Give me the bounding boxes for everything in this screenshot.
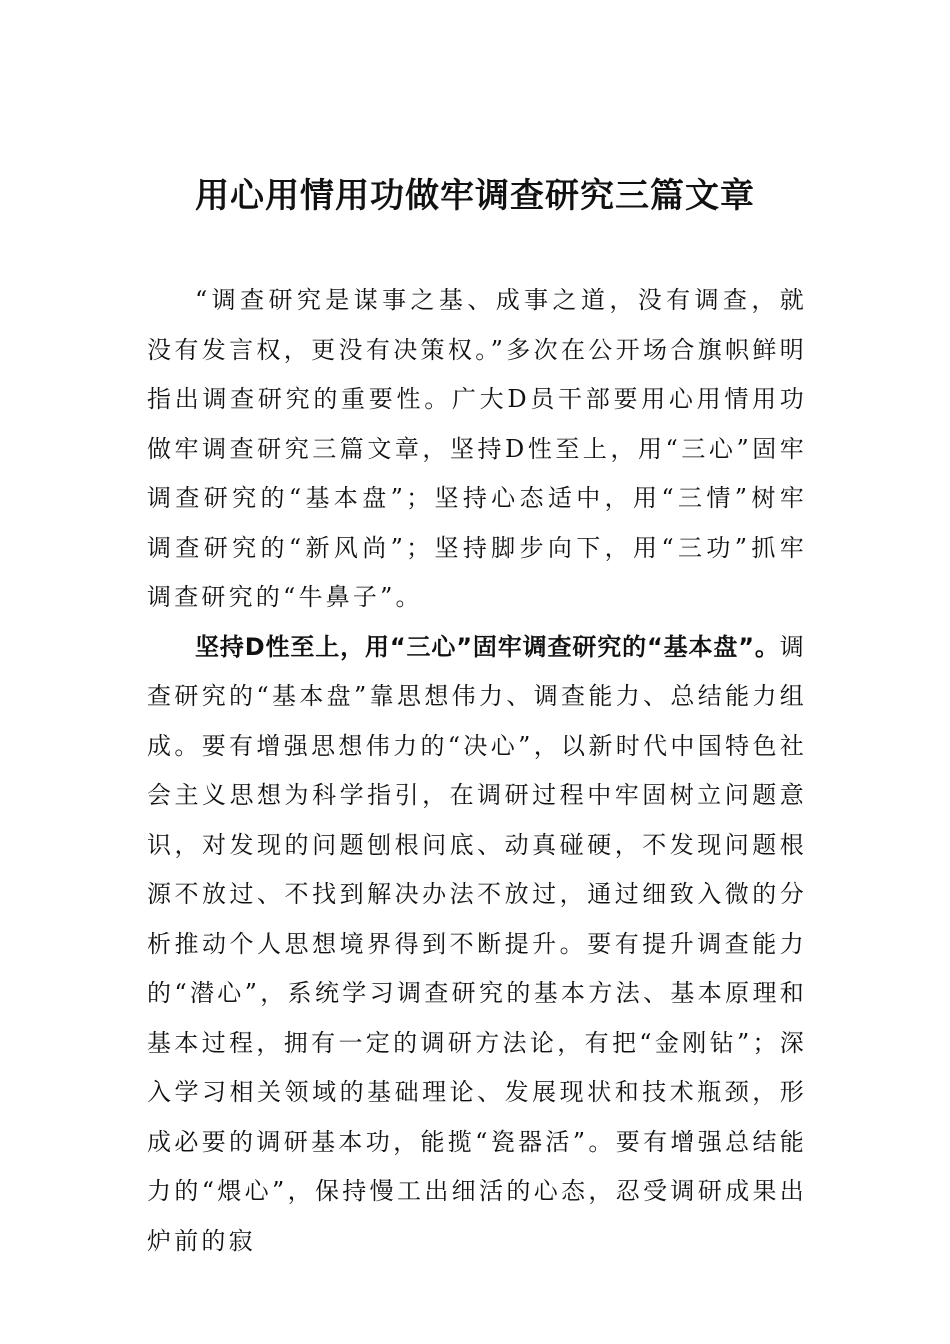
intro-paragraph-text: “调查研究是谋事之基、成事之道，没有调查，就没有发言权，更没有决策权。”多次在公开场合旗帜鲜明指出调查研究的重要性。广大D员干部要用心用情用功做牢调查研究三篇文章，坚持D性至上，用“三心”固牢调查研究的“基本盘”；坚持心态适中，用“三情”树牢调查研究的“新风尚”；坚持脚步向下，用“三功”抓牢调查研究的“牛鼻子”。: [147, 286, 807, 611]
section-heading: 坚持D性至上，用“三心”固牢调查研究的“基本盘”。: [195, 632, 780, 661]
section-paragraph: [147, 623, 807, 1267]
document-title: 用心用情用功做牢调查研究三篇文章: [195, 176, 755, 216]
intro-paragraph: [147, 276, 807, 623]
section-paragraph-text: 调查研究的“基本盘”靠思想伟力、调查能力、总结能力组成。要有增强思想伟力的“决心”，以新时代中国特色社会主义思想为科学指引，在调研过程中牢固树立问题意识，对发现的问题刨根问底、动真碰硬，不发现问题根源不放过、不找到解决办法不放过，通过细致入微的分析推动个人思想境界得到不断提升。要有提升调查能力的“潜心”，系统学习调查研究的基本方法、基本原理和基本过程，拥有一定的调研方法论，有把“金刚钻”；深入学习相关领域的基础理论、发展现状和技术瓶颈，形成必要的调研基本功，能揽“瓷器活”。要有增强总结能力的“煨心”，保持慢工出细活的心态，忍受调研成果出炉前的寂: [147, 632, 807, 1255]
document-body: [147, 276, 807, 1266]
